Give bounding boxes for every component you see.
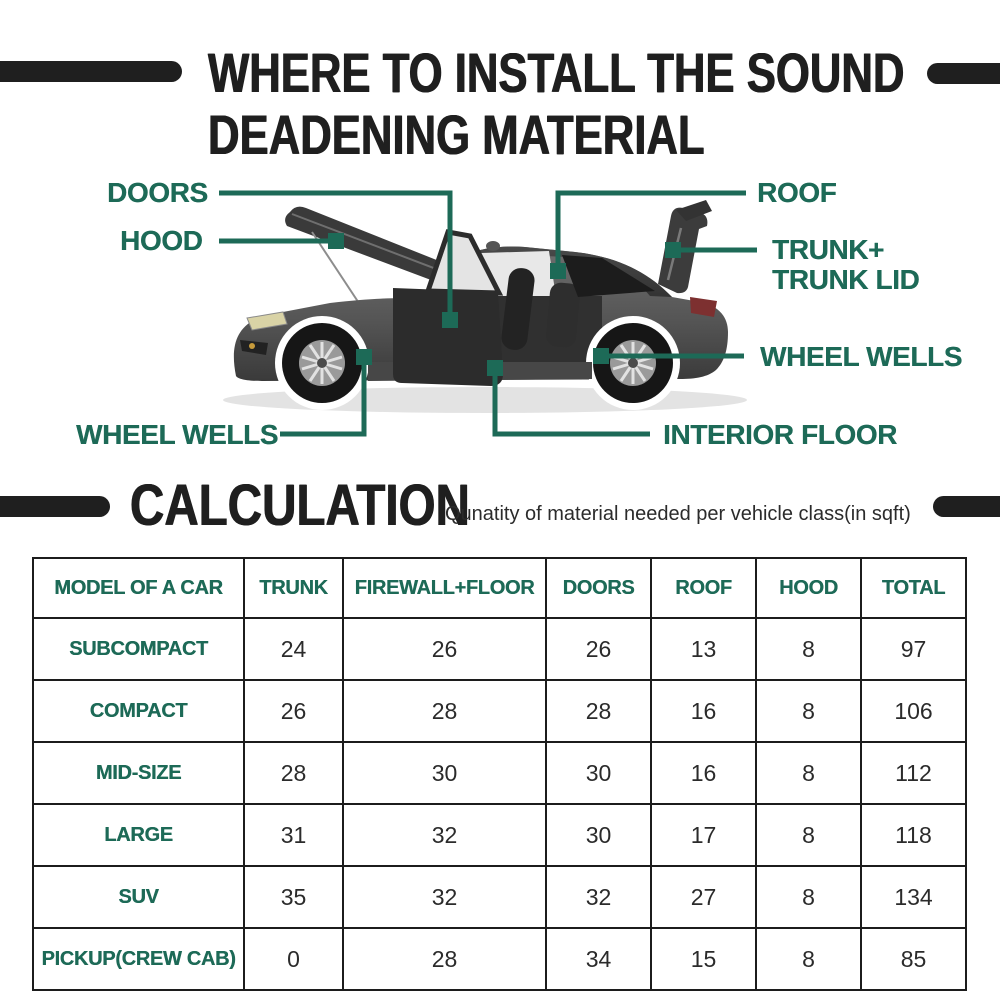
table-row: [33, 804, 966, 866]
marker-doors: [442, 312, 458, 328]
cell-doors: 26: [546, 618, 651, 680]
fog-light: [249, 343, 255, 349]
table-row: [33, 618, 966, 680]
calc-right-bar: [933, 496, 1000, 517]
cell-doors: 32: [546, 866, 651, 928]
marker-hood: [328, 233, 344, 249]
cell-roof: 13: [651, 618, 756, 680]
car-rear-seat: [545, 282, 580, 348]
table-row: [33, 742, 966, 804]
calculation-table-wrapper: [32, 557, 967, 991]
col-header-firewall-floor: FIREWALL+FLOOR: [343, 558, 546, 618]
cell-total: 97: [861, 618, 966, 680]
cell-trunk: 35: [244, 866, 343, 928]
cell-firewall-floor: 32: [343, 866, 546, 928]
cell-hood: 8: [756, 928, 861, 990]
page-title-line1: WHERE TO INSTALL THE SOUND: [208, 41, 905, 104]
col-header-roof: ROOF: [651, 558, 756, 618]
calculation-subtitle: Qunatity of material needed per vehicle class(in sqft): [445, 503, 911, 525]
cell-doors: 30: [546, 804, 651, 866]
calculation-table: [32, 557, 967, 991]
cell-trunk: 28: [244, 742, 343, 804]
page-title-line2: DEADENING MATERIAL: [208, 103, 705, 166]
cell-roof: 27: [651, 866, 756, 928]
cell-total: 85: [861, 928, 966, 990]
cell-roof: 16: [651, 680, 756, 742]
cell-hood: 8: [756, 618, 861, 680]
calculation-heading: CALCULATION: [130, 473, 470, 538]
cell-doors: 30: [546, 742, 651, 804]
marker-roof: [550, 263, 566, 279]
cell-trunk: 24: [244, 618, 343, 680]
row-model: SUBCOMPACT: [33, 618, 244, 680]
cell-roof: 15: [651, 928, 756, 990]
label-wheel-wells-left: WHEEL WELLS: [76, 419, 278, 450]
cell-hood: 8: [756, 866, 861, 928]
front-wheel: [282, 323, 362, 403]
table-row: [33, 680, 966, 742]
cell-hood: 8: [756, 804, 861, 866]
cell-firewall-floor: 28: [343, 680, 546, 742]
cell-trunk: 31: [244, 804, 343, 866]
cell-doors: 28: [546, 680, 651, 742]
cell-firewall-floor: 32: [343, 804, 546, 866]
title-right-bar: [927, 63, 1000, 84]
cell-total: 134: [861, 866, 966, 928]
cell-hood: 8: [756, 742, 861, 804]
label-trunk-line1: TRUNK+: [772, 234, 884, 265]
marker-wheel-wells-left: [356, 349, 372, 365]
row-model: PICKUP(CREW CAB): [33, 928, 244, 990]
col-header-model: MODEL OF A CAR: [33, 558, 244, 618]
label-trunk-line2: TRUNK LID: [772, 264, 920, 295]
table-row: [33, 928, 966, 990]
col-header-doors: DOORS: [546, 558, 651, 618]
cell-total: 112: [861, 742, 966, 804]
marker-interior-floor: [487, 360, 503, 376]
table-header-row: [33, 558, 966, 618]
cell-roof: 16: [651, 742, 756, 804]
label-roof: ROOF: [757, 177, 837, 208]
row-model: LARGE: [33, 804, 244, 866]
col-header-trunk: TRUNK: [244, 558, 343, 618]
calc-left-bar: [0, 496, 110, 517]
col-header-total: TOTAL: [861, 558, 966, 618]
cell-doors: 34: [546, 928, 651, 990]
label-wheel-wells-right: WHEEL WELLS: [760, 341, 962, 372]
marker-trunk: [665, 242, 681, 258]
cell-firewall-floor: 26: [343, 618, 546, 680]
label-interior-floor: INTERIOR FLOOR: [663, 419, 897, 450]
cell-total: 118: [861, 804, 966, 866]
label-doors: DOORS: [107, 177, 208, 208]
table-row: [33, 866, 966, 928]
cell-hood: 8: [756, 680, 861, 742]
row-model: COMPACT: [33, 680, 244, 742]
cell-trunk: 0: [244, 928, 343, 990]
title-left-bar: [0, 61, 182, 82]
row-model: MID-SIZE: [33, 742, 244, 804]
cell-firewall-floor: 28: [343, 928, 546, 990]
label-hood: HOOD: [120, 225, 203, 256]
marker-wheel-wells-right: [593, 348, 609, 364]
cell-roof: 17: [651, 804, 756, 866]
cell-total: 106: [861, 680, 966, 742]
row-model: SUV: [33, 866, 244, 928]
cell-firewall-floor: 30: [343, 742, 546, 804]
col-header-hood: HOOD: [756, 558, 861, 618]
cell-trunk: 26: [244, 680, 343, 742]
